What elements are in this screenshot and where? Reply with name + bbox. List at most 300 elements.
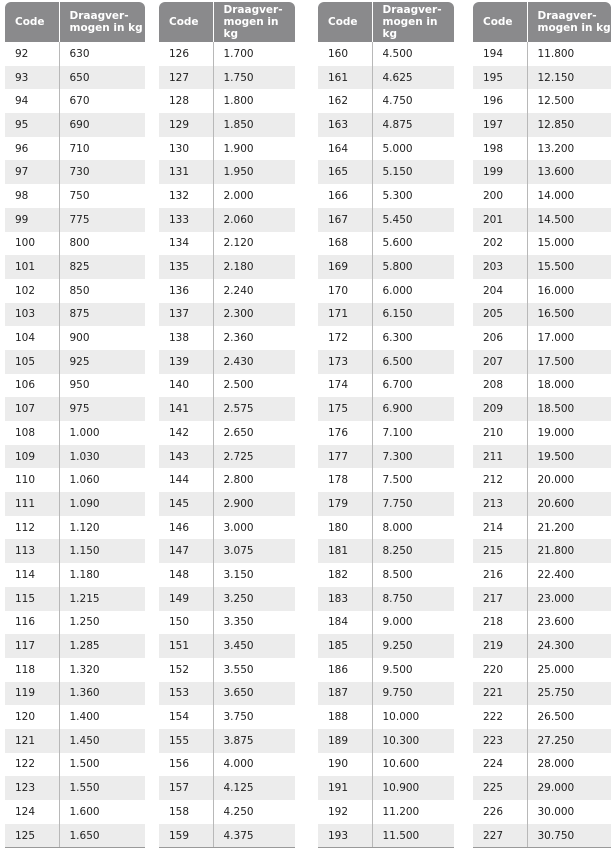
load-code-cell: 215: [473, 539, 527, 563]
capacity-header-line1: Draagver-: [223, 4, 283, 16]
load-code-cell: 169: [318, 255, 372, 279]
table-row: [473, 634, 611, 658]
table-row: [5, 279, 145, 303]
load-code-cell: 111: [5, 492, 59, 516]
load-capacity-cell: 825: [59, 255, 145, 279]
load-code-cell: 166: [318, 184, 372, 208]
table-row: [473, 682, 611, 706]
table-row: [5, 824, 145, 848]
table-row: [473, 539, 611, 563]
table-row: [318, 113, 454, 137]
load-code-cell: 197: [473, 113, 527, 137]
table-row: [159, 516, 295, 540]
load-capacity-cell: 1.360: [59, 682, 145, 706]
code-header-label: Code: [15, 16, 45, 28]
load-capacity-cell: 3.550: [223, 663, 254, 676]
load-code-cell: 167: [318, 208, 372, 232]
load-capacity-cell: 24.300: [527, 634, 611, 658]
load-code-cell: 129: [159, 113, 213, 137]
load-capacity-cell: 12.850: [527, 113, 611, 137]
load-code-cell: 185: [318, 634, 372, 658]
table-row: [473, 326, 611, 350]
load-capacity-cell: 2.000: [223, 189, 254, 202]
load-code-cell: 220: [473, 658, 527, 682]
load-code-cell: 158: [159, 800, 213, 824]
load-code-cell: 225: [473, 776, 527, 800]
load-code-cell: 146: [159, 516, 213, 540]
load-code-cell: 102: [5, 279, 59, 303]
load-capacity-cell: 18.500: [527, 397, 611, 421]
load-capacity-cell: 2.800: [223, 474, 254, 487]
table-row: [473, 279, 611, 303]
load-code-cell: 135: [159, 255, 213, 279]
load-capacity-cell: 30.750: [527, 824, 611, 848]
load-code-cell: 227: [473, 824, 527, 848]
load-capacity-cell: 4.125: [213, 776, 295, 800]
load-capacity-cell: 670: [69, 95, 90, 108]
load-capacity-cell: 6.700: [382, 379, 413, 392]
load-capacity-cell: 6.300: [382, 332, 413, 345]
table-row: [473, 445, 611, 469]
load-code-cell: 119: [5, 682, 59, 706]
table-row: [473, 42, 611, 66]
load-code-cell: 188: [318, 705, 372, 729]
table-row: [5, 42, 145, 66]
table-row: [473, 658, 611, 682]
load-capacity-cell: 1.800: [223, 95, 254, 108]
load-capacity-cell: 8.750: [372, 587, 454, 611]
code-column-header: [318, 2, 372, 42]
load-code-cell: 160: [318, 42, 372, 66]
load-code-cell: 95: [5, 113, 59, 137]
load-code-cell: 103: [5, 303, 59, 327]
load-code-cell: 124: [5, 800, 59, 824]
load-capacity-cell: 5.300: [382, 189, 413, 202]
load-code-cell: 128: [159, 89, 213, 113]
table-row: [318, 516, 454, 540]
load-capacity-cell: 2.500: [223, 379, 254, 392]
load-code-cell: 127: [159, 66, 213, 90]
load-code-cell: 143: [159, 445, 213, 469]
table-row: [159, 89, 295, 113]
table-row: [159, 800, 295, 824]
table-row: [5, 753, 145, 777]
table-row: [473, 824, 611, 848]
table-row: [318, 160, 454, 184]
load-capacity-cell: 8.500: [382, 568, 413, 581]
load-capacity-cell: 9.250: [372, 634, 454, 658]
table-row: [5, 421, 145, 445]
table-row: [473, 184, 611, 208]
table-row: [473, 776, 611, 800]
table-row: [473, 89, 611, 113]
load-code-cell: 195: [473, 66, 527, 90]
load-capacity-cell: 4.250: [223, 805, 254, 818]
load-capacity-cell: 1.215: [59, 587, 145, 611]
load-code-cell: 179: [318, 492, 372, 516]
table-row: [5, 611, 145, 635]
load-code-cell: 165: [318, 160, 372, 184]
table-row: [318, 729, 454, 753]
load-capacity-cell: 12.150: [527, 66, 611, 90]
load-capacity-cell: 11.800: [537, 47, 575, 60]
load-capacity-cell: 29.000: [527, 776, 611, 800]
table-row: [159, 137, 295, 161]
load-code-cell: 141: [159, 397, 213, 421]
load-capacity-cell: 630: [69, 47, 90, 60]
load-code-cell: 164: [318, 137, 372, 161]
table-header-row: [5, 2, 145, 42]
load-capacity-cell: 2.430: [213, 350, 295, 374]
load-capacity-cell: 6.000: [382, 284, 413, 297]
load-code-cell: 150: [159, 611, 213, 635]
table-row: [318, 611, 454, 635]
load-code-cell: 177: [318, 445, 372, 469]
load-capacity-cell: 9.000: [382, 616, 413, 629]
load-capacity-cell: 650: [59, 66, 145, 90]
load-capacity-cell: 14.500: [527, 208, 611, 232]
table-row: [473, 232, 611, 256]
table-row: [5, 374, 145, 398]
table-row: [159, 658, 295, 682]
load-capacity-cell: 9.500: [382, 663, 413, 676]
load-capacity-cell: 2.120: [223, 237, 254, 250]
load-code-cell: 126: [159, 42, 213, 66]
table-row: [159, 66, 295, 90]
load-capacity-cell: 8.000: [382, 521, 413, 534]
load-code-cell: 104: [5, 326, 59, 350]
load-code-cell: 226: [473, 800, 527, 824]
code-column-header: [5, 2, 59, 42]
load-code-cell: 172: [318, 326, 372, 350]
load-code-cell: 115: [5, 587, 59, 611]
load-capacity-cell: 4.000: [223, 758, 254, 771]
load-capacity-cell: 21.800: [527, 539, 611, 563]
load-code-cell: 182: [318, 563, 372, 587]
load-code-cell: 163: [318, 113, 372, 137]
table-row: [5, 326, 145, 350]
table-row: [5, 445, 145, 469]
load-code-cell: 137: [159, 303, 213, 327]
load-code-cell: 224: [473, 753, 527, 777]
load-capacity-cell: 800: [69, 237, 90, 250]
load-code-cell: 110: [5, 468, 59, 492]
load-code-cell: 201: [473, 208, 527, 232]
load-code-cell: 112: [5, 516, 59, 540]
load-code-cell: 206: [473, 326, 527, 350]
load-capacity-cell: 2.240: [223, 284, 254, 297]
capacity-header-line1: Draagver-: [537, 10, 597, 22]
table-row: [318, 539, 454, 563]
load-code-cell: 114: [5, 563, 59, 587]
load-code-cell: 121: [5, 729, 59, 753]
table-row: [473, 587, 611, 611]
load-code-cell: 218: [473, 611, 527, 635]
load-capacity-cell: 1.950: [213, 160, 295, 184]
table-row: [318, 66, 454, 90]
table-row: [5, 160, 145, 184]
load-code-cell: 209: [473, 397, 527, 421]
load-capacity-cell: 7.300: [372, 445, 454, 469]
load-code-cell: 145: [159, 492, 213, 516]
load-capacity-cell: 9.750: [372, 682, 454, 706]
table-row: [5, 184, 145, 208]
load-capacity-cell: 19.000: [537, 426, 575, 439]
table-header-row: [159, 2, 295, 42]
load-capacity-cell: 690: [59, 113, 145, 137]
load-capacity-cell: 2.575: [213, 397, 295, 421]
table-row: [5, 776, 145, 800]
table-row: [159, 208, 295, 232]
capacity-column-header: [59, 2, 145, 42]
table-row: [5, 66, 145, 90]
load-code-cell: 171: [318, 303, 372, 327]
table-row: [473, 374, 611, 398]
load-code-cell: 219: [473, 634, 527, 658]
load-capacity-cell: 20.600: [527, 492, 611, 516]
code-column-header: [159, 2, 213, 42]
table-row: [473, 492, 611, 516]
load-code-cell: 161: [318, 66, 372, 90]
load-code-cell: 94: [5, 89, 59, 113]
table-row: [159, 563, 295, 587]
table-row: [159, 397, 295, 421]
load-code-cell: 117: [5, 634, 59, 658]
table-row: [318, 468, 454, 492]
load-capacity-cell: 3.650: [213, 682, 295, 706]
load-capacity-cell: 23.600: [537, 616, 575, 629]
load-code-cell: 174: [318, 374, 372, 398]
load-capacity-cell: 1.030: [59, 445, 145, 469]
table-row: [318, 397, 454, 421]
load-capacity-cell: 1.060: [69, 474, 100, 487]
table-row: [5, 89, 145, 113]
load-code-cell: 213: [473, 492, 527, 516]
load-code-cell: 148: [159, 563, 213, 587]
table-row: [5, 563, 145, 587]
capacity-header-line2: mogen in kg: [382, 16, 438, 40]
table-row: [5, 255, 145, 279]
table-row: [318, 303, 454, 327]
table-row: [5, 468, 145, 492]
load-capacity-cell: 14.000: [537, 189, 575, 202]
table-row: [473, 705, 611, 729]
load-capacity-cell: 5.800: [372, 255, 454, 279]
table-row: [318, 587, 454, 611]
load-capacity-cell: 3.450: [213, 634, 295, 658]
load-code-cell: 189: [318, 729, 372, 753]
load-capacity-cell: 1.600: [69, 805, 100, 818]
load-capacity-cell: 19.500: [527, 445, 611, 469]
load-capacity-cell: 2.300: [213, 303, 295, 327]
load-code-cell: 99: [5, 208, 59, 232]
table-row: [318, 374, 454, 398]
capacity-column-header: [213, 2, 295, 42]
load-code-cell: 205: [473, 303, 527, 327]
load-code-cell: 222: [473, 705, 527, 729]
load-code-cell: 223: [473, 729, 527, 753]
load-code-cell: 134: [159, 232, 213, 256]
load-code-cell: 140: [159, 374, 213, 398]
load-capacity-cell: 25.750: [527, 682, 611, 706]
table-row: [473, 397, 611, 421]
load-code-cell: 168: [318, 232, 372, 256]
table-row: [473, 255, 611, 279]
load-capacity-cell: 2.650: [223, 426, 254, 439]
table-row: [318, 184, 454, 208]
load-capacity-cell: 3.350: [223, 616, 254, 629]
load-capacity-cell: 6.500: [372, 350, 454, 374]
table-row: [473, 563, 611, 587]
table-row: [318, 445, 454, 469]
load-code-cell: 175: [318, 397, 372, 421]
load-capacity-cell: 7.500: [382, 474, 413, 487]
table-row: [159, 232, 295, 256]
load-capacity-cell: 1.500: [69, 758, 100, 771]
load-capacity-cell: 1.250: [69, 616, 100, 629]
load-capacity-cell: 3.150: [223, 568, 254, 581]
table-row: [5, 137, 145, 161]
table-row: [159, 421, 295, 445]
load-index-table-3: [318, 2, 454, 848]
load-code-cell: 92: [5, 42, 59, 66]
load-capacity-cell: 950: [69, 379, 90, 392]
table-row: [159, 824, 295, 848]
load-code-cell: 217: [473, 587, 527, 611]
load-capacity-cell: 16.500: [527, 303, 611, 327]
load-code-cell: 193: [318, 824, 372, 848]
load-capacity-cell: 2.725: [213, 445, 295, 469]
load-capacity-cell: 1.750: [213, 66, 295, 90]
load-capacity-cell: 850: [69, 284, 90, 297]
load-index-table-4: [473, 2, 611, 848]
load-code-cell: 212: [473, 468, 527, 492]
load-index-table-2: [159, 2, 295, 848]
load-capacity-cell: 4.875: [372, 113, 454, 137]
load-capacity-cell: 10.900: [372, 776, 454, 800]
load-capacity-cell: 3.075: [213, 539, 295, 563]
load-capacity-cell: 8.250: [372, 539, 454, 563]
load-capacity-cell: 1.700: [223, 47, 254, 60]
load-capacity-cell: 13.200: [537, 142, 575, 155]
load-capacity-cell: 900: [69, 332, 90, 345]
load-capacity-cell: 775: [59, 208, 145, 232]
load-code-cell: 142: [159, 421, 213, 445]
load-code-cell: 216: [473, 563, 527, 587]
load-capacity-cell: 1.120: [69, 521, 100, 534]
load-code-cell: 96: [5, 137, 59, 161]
load-capacity-cell: 16.000: [537, 284, 575, 297]
table-row: [5, 682, 145, 706]
load-code-cell: 131: [159, 160, 213, 184]
table-row: [318, 421, 454, 445]
load-capacity-cell: 730: [59, 160, 145, 184]
load-code-cell: 157: [159, 776, 213, 800]
load-capacity-cell: 10.300: [372, 729, 454, 753]
load-capacity-cell: 710: [69, 142, 90, 155]
load-capacity-cell: 1.450: [59, 729, 145, 753]
table-row: [159, 279, 295, 303]
table-row: [318, 232, 454, 256]
load-capacity-cell: 5.000: [382, 142, 413, 155]
load-code-cell: 130: [159, 137, 213, 161]
load-capacity-cell: 7.100: [382, 426, 413, 439]
table-row: [318, 89, 454, 113]
load-code-cell: 93: [5, 66, 59, 90]
load-code-cell: 196: [473, 89, 527, 113]
load-code-cell: 97: [5, 160, 59, 184]
table-row: [5, 232, 145, 256]
table-row: [473, 137, 611, 161]
table-row: [318, 492, 454, 516]
load-code-cell: 106: [5, 374, 59, 398]
load-code-cell: 183: [318, 587, 372, 611]
table-row: [473, 468, 611, 492]
load-code-cell: 173: [318, 350, 372, 374]
table-row: [5, 208, 145, 232]
table-row: [159, 374, 295, 398]
load-code-cell: 181: [318, 539, 372, 563]
load-code-cell: 192: [318, 800, 372, 824]
load-code-cell: 199: [473, 160, 527, 184]
table-row: [5, 516, 145, 540]
load-code-cell: 170: [318, 279, 372, 303]
table-row: [5, 634, 145, 658]
load-capacity-cell: 23.000: [527, 587, 611, 611]
table-row: [159, 303, 295, 327]
table-row: [159, 729, 295, 753]
load-code-cell: 139: [159, 350, 213, 374]
capacity-header-line1: Draagver-: [69, 10, 129, 22]
load-capacity-cell: 5.600: [382, 237, 413, 250]
load-code-cell: 187: [318, 682, 372, 706]
load-capacity-cell: 875: [59, 303, 145, 327]
load-code-cell: 138: [159, 326, 213, 350]
load-capacity-cell: 3.250: [213, 587, 295, 611]
load-capacity-cell: 4.625: [372, 66, 454, 90]
load-code-cell: 132: [159, 184, 213, 208]
load-code-cell: 211: [473, 445, 527, 469]
load-code-cell: 122: [5, 753, 59, 777]
table-row: [318, 776, 454, 800]
table-row: [159, 445, 295, 469]
code-header-label: Code: [328, 16, 358, 28]
load-capacity-cell: 6.150: [372, 303, 454, 327]
table-row: [159, 468, 295, 492]
load-code-cell: 136: [159, 279, 213, 303]
table-row: [318, 326, 454, 350]
load-code-cell: 194: [473, 42, 527, 66]
table-row: [473, 303, 611, 327]
table-row: [318, 824, 454, 848]
load-code-cell: 149: [159, 587, 213, 611]
load-code-cell: 152: [159, 658, 213, 682]
table-row: [473, 800, 611, 824]
capacity-header-line2: mogen in kg: [223, 16, 279, 40]
table-row: [159, 611, 295, 635]
load-capacity-cell: 10.000: [382, 711, 420, 724]
load-capacity-cell: 4.500: [382, 47, 413, 60]
load-capacity-cell: 6.900: [372, 397, 454, 421]
load-code-cell: 204: [473, 279, 527, 303]
table-header-row: [318, 2, 454, 42]
table-row: [473, 611, 611, 635]
load-code-cell: 159: [159, 824, 213, 848]
load-capacity-cell: 11.500: [372, 824, 454, 848]
capacity-header-line2: mogen in kg: [537, 22, 611, 34]
load-code-cell: 107: [5, 397, 59, 421]
load-code-cell: 208: [473, 374, 527, 398]
